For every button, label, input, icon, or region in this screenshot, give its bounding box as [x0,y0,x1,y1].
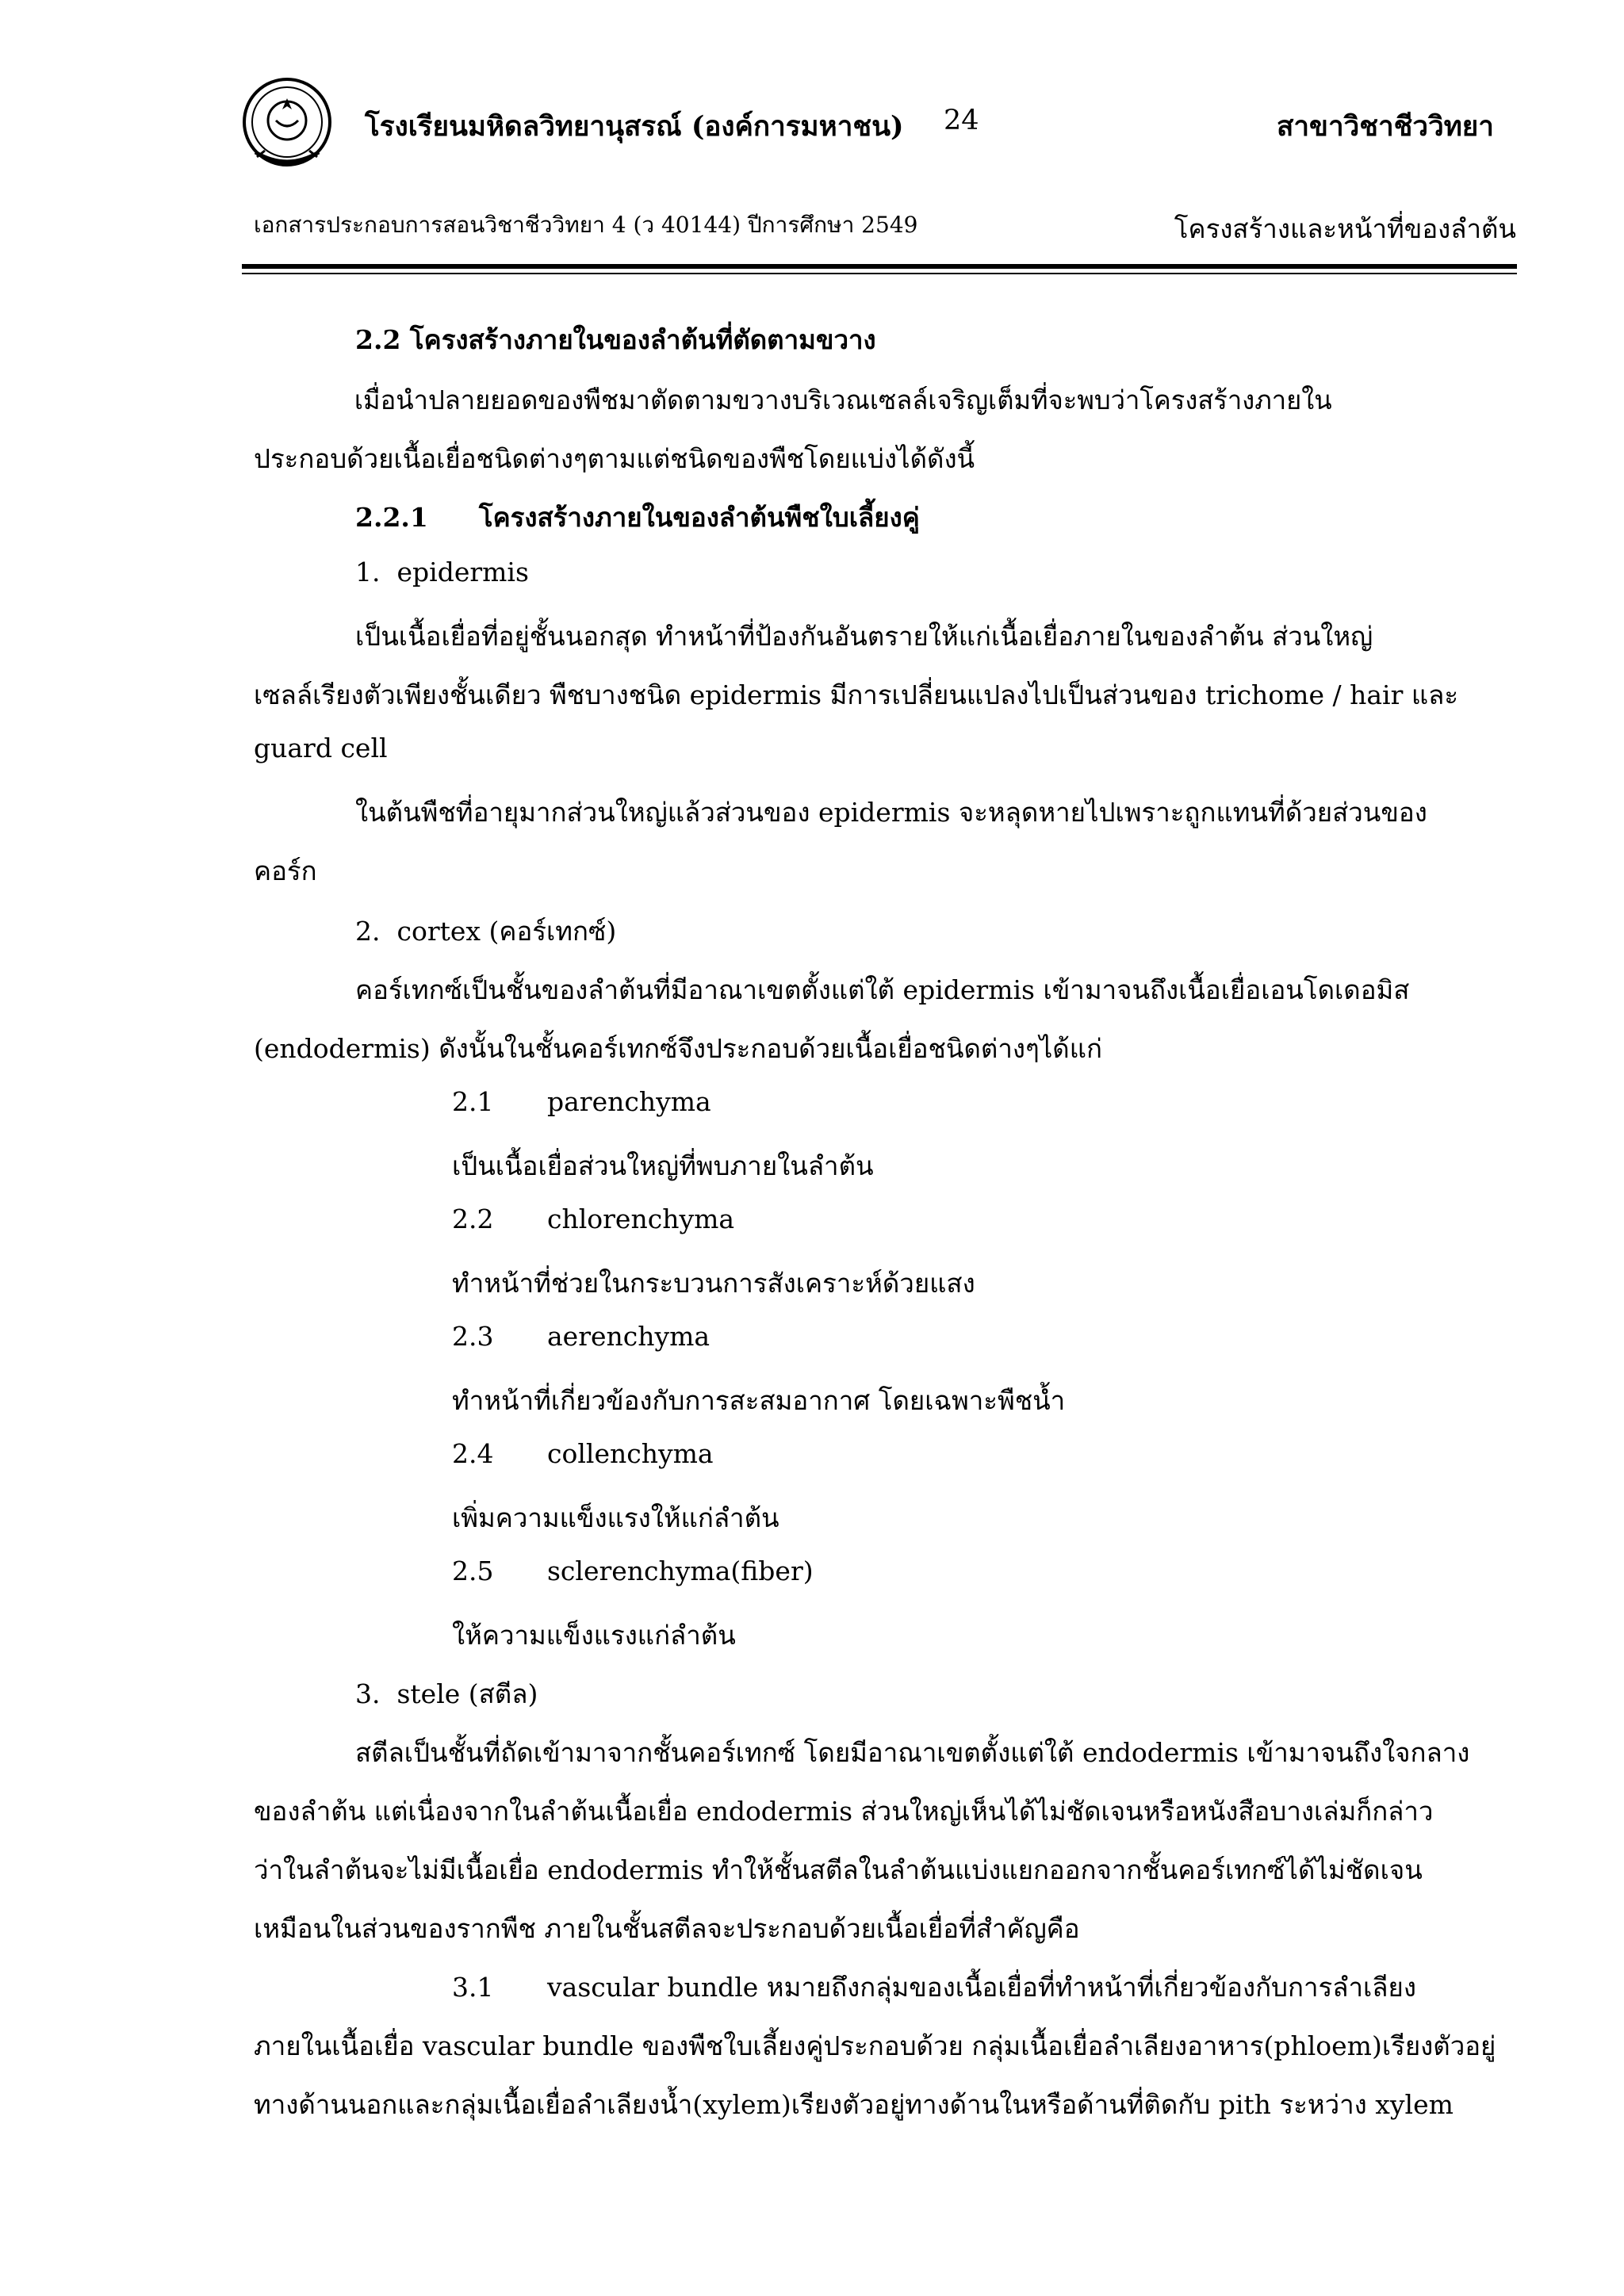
header-rule-thick [242,264,1517,269]
tissue-description: ทำหน้าที่เกี่ยวข้องกับการสะสมอากาศ โดยเฉพาะพืชน้ำ [452,1385,1066,1416]
item-number: 3. [355,1678,381,1709]
intro-text-1: เมื่อนำปลายยอดของพืชมาตัดตามขวางบริเวณเซลล์เจริญเต็มที่จะพบว่าโครงสร้างภายใน [354,385,1332,415]
subsection-title: โครงสร้างภายในของลำต้นพืชใบเลี้ยงคู่ [478,502,920,533]
item-stele [355,1673,538,1715]
cortex-line-2: (endodermis) ดังนั้นในชั้นคอร์เทกซ์จึงประกอบด้วยเนื้อเยื่อชนิดต่างๆได้แก่ [254,1033,1102,1064]
epidermis-line-3: guard cell [254,733,388,763]
tissue-description: ให้ความแข็งแรงแก่ลำต้น [452,1620,736,1651]
tissue-name: aerenchyma [547,1321,710,1352]
tissue-number: 2.1 [452,1086,494,1117]
tissue-number: 2.5 [452,1556,494,1586]
tissue-item-heading [452,1438,714,1469]
section-heading: 2.2 โครงสร้างภายในของลำต้นที่ตัดตามขวาง [355,324,876,355]
document-reference: เอกสารประกอบการสอนวิชาชีววิทยา 4 (ว 40144) ปีการศึกษา 2549 [254,212,918,238]
school-name: โรงเรียนมหิดลวิทยานุสรณ์ (องค์การมหาชน) [365,110,904,143]
epidermis-line-5: คอร์ก [254,855,317,886]
tissue-number: 2.3 [452,1321,494,1352]
tissue-number: 2.4 [452,1438,494,1469]
vascular-bundle-line-3: ทางด้านนอกและกลุ่มเนื้อเยื่อลำเลียงน้ำ(xylem)เรียงตัวอยู่ทางด้านในหรือด้านที่ติดกับ pith ระหว่าง xylem [254,2089,1454,2120]
stele-line-1: สตีลเป็นชั้นที่ถัดเข้ามาจากชั้นคอร์เทกซ์ โดยมีอาณาเขตตั้งแต่ใต้ endodermis เข้ามาจนถึงใจกลาง [355,1737,1470,1768]
item-number: 1. [355,557,381,587]
stele-line-3: ว่าในลำต้นจะไม่มีเนื้อเยื่อ endodermis ทำให้ชั้นสตีลในลำต้นแบ่งแยกออกจากชั้นคอร์เทกซ์ได้ไม่ชัดเจน [254,1854,1423,1885]
stele-line-2: ของลำต้น แต่เนื่องจากในลำต้นเนื้อเยื่อ endodermis ส่วนใหญ่เห็นได้ไม่ชัดเจนหรือหนังสือบางเล่มก็กล่าว [254,1796,1434,1827]
tissue-item-heading [452,1086,711,1117]
tissue-name: parenchyma [547,1086,711,1117]
item-label: epidermis [396,557,529,587]
intro-line-1 [254,379,1518,421]
stele-line-4: เหมือนในส่วนของรากพืช ภายในชั้นสตีลจะประกอบด้วยเนื้อเยื่อที่สำคัญคือ [254,1913,1080,1944]
chapter-topic: โครงสร้างและหน้าที่ของลำต้น [1174,213,1516,244]
vascular-bundle-line-2: ภายในเนื้อเยื่อ vascular bundle ของพืชใบเลี้ยงคู่ประกอบด้วย กลุ่มเนื้อเยื่อลำเลียงอาหาร(phloem)เรียงตัวอยู่ [254,2030,1496,2061]
subsection-number: 2.2.1 [355,502,428,533]
item-label: stele (สตีล) [396,1678,538,1709]
tissue-item-heading [452,1556,814,1586]
item-cortex [355,910,616,952]
school-seal-logo [239,75,335,170]
page-number: 24 [944,105,979,136]
tissue-item-heading [452,1203,734,1234]
tissue-name: collenchyma [547,1438,714,1469]
epidermis-line-4: ในต้นพืชที่อายุมากส่วนใหญ่แล้วส่วนของ epidermis จะหลุดหายไปเพราะถูกแทนที่ด้วยส่วนของ [355,797,1427,828]
vascular-bundle-line-1 [452,1966,1416,2008]
subsection-heading [355,496,920,538]
cortex-line-1: คอร์เทกซ์เป็นชั้นของลำต้นที่มีอาณาเขตตั้งแต่ใต้ epidermis เข้ามาจนถึงเนื้อเยื่อเอนโดเดอมิส [355,974,1410,1005]
epidermis-line-1: เป็นเนื้อเยื่อที่อยู่ชั้นนอกสุด ทำหน้าที่ป้องกันอันตรายให้แก่เนื้อเยื่อภายในของลำต้น ส่วนใหญ่ [355,621,1373,652]
item-epidermis [355,557,529,587]
tissue-description: ทำหน้าที่ช่วยในกระบวนการสังเคราะห์ด้วยแสง [452,1268,975,1299]
item-label: cortex (คอร์เทกซ์) [396,916,617,947]
intro-line-2: ประกอบด้วยเนื้อเยื่อชนิดต่างๆตามแต่ชนิดของพืชโดยแบ่งได้ดังนี้ [254,443,975,474]
tissue-name: chlorenchyma [547,1203,735,1234]
epidermis-line-2: เซลล์เรียงตัวเพียงชั้นเดียว พืชบางชนิด epidermis มีการเปลี่ยนแปลงไปเป็นส่วนของ trichome / hair และ [254,679,1459,710]
tissue-number: 2.2 [452,1203,494,1234]
tissue-name: sclerenchyma(fiber) [547,1556,814,1586]
vascular-bundle-text: vascular bundle หมายถึงกลุ่มของเนื้อเยื่อที่ทำหน้าที่เกี่ยวข้องกับการลำเลียง [547,1972,1416,2003]
vascular-bundle-number: 3.1 [452,1972,494,2003]
tissue-item-heading [452,1321,710,1352]
tissue-description: เป็นเนื้อเยื่อส่วนใหญ่ที่พบภายในลำต้น [452,1150,874,1181]
tissue-description: เพิ่มความแข็งแรงให้แก่ลำต้น [452,1502,779,1533]
header-rule-thin [242,273,1517,274]
department-name: สาขาวิชาชีววิทยา [1277,110,1494,143]
item-number: 2. [355,916,381,947]
